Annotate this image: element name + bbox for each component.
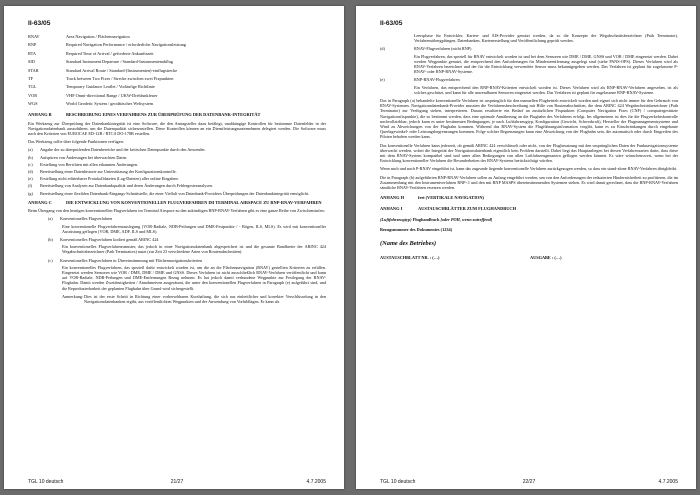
footer-date: 4.7.2005 bbox=[306, 479, 326, 485]
footer-page-number: 22/27 bbox=[522, 479, 536, 485]
item-title: RNAV-Flugverfahren (nicht RNP) bbox=[414, 46, 472, 52]
paragraph: Ein Werkzeug zur Überprüfung der Datenbankintegrität ist eine Software, die den Antragsteller dazu befähigt, unabhängige Kontrollen für bestimmte Datenfelder in der Navigationsdatenbank auszuführen, um die Datenqualität sicherzustellen. Diese Kontrollen können an ein Dienstleistungsunternehmen delegiert werden. Die Software muss nach den Kriterien von EUROCAE ED-12B / RTCA DO-178B erstellen. bbox=[28, 120, 326, 137]
item-label: (b) bbox=[28, 154, 33, 160]
abbreviation-value: Standard Arrival Route / Standard-(Instrumenten)-einflugstrecke bbox=[66, 67, 178, 73]
annex-h-heading bbox=[380, 195, 678, 200]
item-text: Erstellung nicht editierbarer Protokolldateien (Log-Dateien) aller online Eingaben. bbox=[40, 176, 179, 182]
item-text: Angabe der zu überprüfenden Datenbereiche und der kritischen Datenpunkte durch den Anwender. bbox=[40, 147, 206, 153]
document-reference-line bbox=[380, 227, 678, 232]
item-label: (b) bbox=[48, 236, 53, 242]
replacement-sheet-line bbox=[380, 255, 678, 260]
item-text: Erstellung von Berichten mit allen erkannten Änderungen. bbox=[40, 161, 139, 167]
abbreviation-key: WGS bbox=[28, 101, 38, 106]
note bbox=[62, 294, 326, 304]
abbreviation-key: STAR bbox=[28, 67, 39, 73]
abbreviation-key: TF bbox=[28, 75, 34, 81]
paragraph: Die in Paragraph (b) aufgeführten RNP-RNAV-Verfahren sollen zu Anfang eingeführt werden, um von den Anforderungen der reduzierten Hindernisfreiheit zu profitieren, die im Zusammenhang mit den Instrumentverfahren RNP<1 und den mit RNP MASPS übereinstimmenden Systemen stehen. Es wird damit gerechnet, dass die RNP-RNAV-Verfahren sämtliche RNAV-Verfahren ersetzen werden. bbox=[380, 174, 678, 191]
replacement-sheet-number: AUSTAUSCHBLATT NR. : (…) bbox=[380, 255, 440, 261]
item-label: (e) bbox=[380, 77, 385, 83]
abbreviation-value: Required Time of Arrival / geforderte Ankunftszeit bbox=[66, 50, 154, 56]
item-text: Aufspüren von Änderungen bei überwachten Daten. bbox=[40, 154, 128, 160]
abbreviation-list bbox=[28, 33, 326, 108]
annex-title: frei (VERTIKALE NAVIGATION) bbox=[418, 195, 484, 201]
footer-doc: TGL 10 deutsch bbox=[380, 479, 416, 485]
procedure-e-heading bbox=[380, 77, 678, 82]
abbreviation-key: RNP bbox=[28, 42, 37, 48]
annex-title: AUSTAUSCHBLÄTTER ZUM FLUGHANDBUCH bbox=[418, 206, 516, 212]
abbreviation-key: SID bbox=[28, 59, 35, 65]
abbreviation-value: World Geodetic System / geodätisches Weltsystem bbox=[66, 101, 154, 106]
footer-date: 4.7.2005 bbox=[658, 479, 678, 485]
footer-page-number: 21/27 bbox=[170, 479, 184, 485]
page-21 bbox=[4, 6, 344, 489]
function-list bbox=[28, 147, 326, 195]
procedure-a-heading bbox=[48, 216, 326, 221]
issue-label: AUSGABE : (…) bbox=[530, 255, 562, 261]
poh-note: [oder POH, wenn zutreffend] bbox=[440, 217, 493, 223]
abbreviation-row bbox=[28, 67, 326, 75]
abbreviation-row bbox=[28, 50, 326, 58]
paragraph: Beim Übergang von den heutigen konventionellen Flugverfahren im Terminal Airspace zu den zukünftigen RNP-RNAV-Verfahren gibt es eine ganze Reihe von Zwischenstufen: bbox=[28, 208, 325, 214]
page-header: II-63/05 bbox=[380, 20, 403, 27]
abbreviation-row bbox=[28, 41, 326, 49]
list-item bbox=[28, 162, 326, 167]
item-title: RNP-RNAV-Flugverfahren bbox=[414, 77, 460, 83]
abbreviation-value: Area Navigation / Flächennavigation bbox=[66, 34, 130, 39]
item-label: (c) bbox=[48, 257, 53, 263]
procedure-d-heading bbox=[380, 46, 678, 51]
note-text: Dies ist der erste Schritt in Richtung einer vorhersehbaren Kurshaltung, die sich aus einheitlicher und korrekter Verschlüsselung in den Navigationsdatenbanken ergibt, aus veröffentlichten Wegpunkten und der Anwendung von Vorbildlagen. Er kann als bbox=[84, 293, 326, 305]
annex-title: BESCHREIBUNG EINES VERFAHRENS ZUR ÜBERPRÜFUNG DER DATENBANK-INTEGRITÄT bbox=[66, 112, 261, 118]
list-item bbox=[28, 147, 326, 152]
procedure-b-heading bbox=[48, 237, 326, 242]
paragraph: Wenn nach und nach P-RNAV eingeführt ist, kann das zugrunde liegende konventionelle Verfahren zurückgezogen werden, so dass ein stand-alone RNAV-Verfahren übrigbleibt. bbox=[380, 166, 678, 172]
annex-number: ANHANG C bbox=[28, 199, 52, 205]
item-text: Bereitstellung von Analysen zur Datenbankqualität und deren Änderungen durch Fehlergesteranalysen. bbox=[40, 183, 213, 189]
item-label: (c) bbox=[28, 161, 33, 167]
paragraph: Leersphase für Entwickler, Karten- und AIS-Provider genutzt werden, da so die Konzepte der Wegabschnittsbezeichner (Path Terminator), Verfahrensübergpfüngen, Datenbanken, Kartenerstellung und Veröffentlichung geprüft werden. bbox=[414, 33, 678, 44]
annex-number: ANHANG I bbox=[380, 206, 403, 212]
item-title: Konventionelles Flugverfahren bbox=[60, 216, 113, 222]
item-label: (g) bbox=[28, 190, 33, 196]
abbreviation-value: Standard Instrument Departure / Standard-Instrumentenabflug bbox=[66, 59, 173, 65]
abbreviation-row bbox=[28, 100, 326, 108]
paragraph: Ein konventionelles Flugverfahren, das speziell dafür entwickelt worden ist, um die an die Flächennavigation (RNAV) gestellten Kriterien zu erfüllen. Eingesetzt werden Sensoren wie VOR / DME, DME / DME und GNSS. Dieses Verfahren ist nicht ausschließlich RNAV-Verfahren veröffentlicht und kann auf VOR-Radiale, NDB-Peilungen und DME-Entfernungen Bezug nehmen. Es hat jedoch damit verbundene Wegpunkte zur Festlegung der RNAV-Flugbahn. Damit werden Zweideutigkeiten / Annahmeiven ausgeräumt, die unter den konventionellen Flugverfahren in Paragraph (e) aufgeführt sind, und die Reproduzierbarkeit der geplanten Flugbahn über Grund wird sichergestellt. bbox=[62, 264, 326, 291]
flight-manual-label: Flughandbuch bbox=[412, 217, 440, 223]
paragraph: Ein Flugverfahren, das speziell für RNAV entwickelt worden ist und bei dem Sensoren wie DME / DME, GNSS und VOR / DME eingesetzt werden. Dabei werden Wegpunkte genutzt, die entsprechend den Anforderungen für Mindesteentfernung ausgelegt sind (siehe PANS-OPS). Dieses Verfahren wird als RNAV-Verfahren bezeichnet und der für die Entwicklung verwendete Sensor muss bekanntgegeben werden. Das Verfahren ist geplant für zugelassene P-RNAV- oder RNP-RNAV-Systeme. bbox=[414, 53, 678, 75]
operator-name: (Name des Betriebes) bbox=[380, 240, 437, 248]
abbreviation-key: RNAV bbox=[28, 34, 40, 39]
abbreviation-key: RTA bbox=[28, 50, 36, 56]
annex-number: ANHANG B bbox=[28, 112, 52, 118]
annex-number: ANHANG H bbox=[380, 195, 405, 201]
list-item bbox=[28, 169, 326, 174]
page-header: II-63/05 bbox=[28, 20, 51, 27]
annex-c-heading bbox=[28, 200, 326, 205]
abbreviation-key: VOR bbox=[28, 92, 38, 98]
item-label: (a) bbox=[28, 147, 33, 153]
list-item bbox=[28, 183, 326, 188]
item-label: (a) bbox=[48, 216, 53, 222]
list-item bbox=[28, 155, 326, 160]
footer-doc: TGL 10 deutsch bbox=[28, 479, 64, 485]
page-footer bbox=[380, 479, 678, 485]
page-footer bbox=[28, 479, 326, 485]
item-label: (e) bbox=[28, 176, 33, 182]
paragraph: Das Werkzeug sollte über folgende Funktionen verfügen: bbox=[28, 139, 124, 145]
item-title: Konventionelles Flugverfahren kodiert gemäß ARINC 424 bbox=[60, 236, 159, 242]
abbreviation-value: Temporary Guidance Leaflet / Vorläufige Richtlinie bbox=[66, 84, 155, 90]
flight-manual-line bbox=[380, 217, 678, 222]
list-item bbox=[28, 191, 326, 196]
page-22 bbox=[356, 6, 696, 489]
paragraph: Ein konventionelles Flugverfahrensmuster, das jedoch in einer Navigationsdatenbank abgespeichert ist und die gesamte Bandbreite der ARINC 424 Wegabschnittsbezeichner (Path Terminators) nutzt (zur Zeit 23 verschiedene Arten von Routenabschnitten). bbox=[62, 244, 326, 255]
document-reference: Bezugsnummer des Dokumentes (1234) bbox=[380, 227, 453, 233]
list-item bbox=[28, 176, 326, 181]
abbreviation-row bbox=[28, 58, 326, 66]
paragraph: Das in Paragraph (a) behandelte konventionelle Verfahren ist ursprünglich für den manuellen Flugbetrieb entwickelt worden und eignet sich nicht immer für den Gebrauch von RNAV-Systemen. Navigationsdatenbank-Provider mussten die Verfahrensbeschreibung mit Hilfe von Routenabschnitten, die dem ARINC 424 Wegabschnittsbezeichner (Path Terminator) zur Verfügung stehen, interpretieren. Daraus resultierte ein Bedarf an zusätzlichen Fixpunkten (Computer Navigation Fixes (CNF) / computergestützte Navigationsfixpunkte), die so bestimmt werden, dass eine optimale Annäherung an die Flugbahn des Verfahrens erfolgt. Im allgemeinen ist dies für die Flugverkehrskontrolle nachvollziehbar, jedoch kann es unter bestimmten Bedingungen, je nach Luftfahrzeugtyp, Konfiguration (Gewicht, Schwerkraft), Hersteller der Flugmanagementsysteme und Wind zu Abweichungen von der Flugbahn kommen. Während das RNAV-System die Flugführungsinformation vorgibt, kann es zu Einschränkungen durch eingebaute Querlagewinkel- oder Leistungsbegrenzungen kommen. Folge solcher Begrenzungen kann eine Abweichung von der Flugbahn sein, die automatisch oder durch Eingreifen des Piloten behoben werden kann. bbox=[380, 98, 678, 140]
abbreviation-value: VHF Omni-directional Range / UKW-Drehfunkfeuer bbox=[66, 92, 158, 98]
abbreviation-row bbox=[28, 83, 326, 91]
item-label: (d) bbox=[28, 169, 33, 175]
item-title: Konventionelles Flugverfahren in Übereinstimmung mit Flächennavigationskriterien bbox=[60, 257, 203, 263]
paragraph: Ein Verfahren, das entsprechend den RNP-RNAV-Kriterien entwickelt worden ist. Dieses Verfahren wird als RNP-RNAV-Verfahren angesehen, ist als solches geschützt, und kann für alle anwendbaren Sensoren eingesetzt werden. Das Verfahren ist geplant für zugelassene RNP-RNAV-Systeme. bbox=[414, 84, 678, 95]
annex-title: DIE ENTWICKLUNG VON KONVENTIONELLEN FLUGVERFAHREN IM TERMINAL AIRSPACE ZU RNP-RNAV-VERFAHREN bbox=[66, 199, 322, 205]
abbreviation-key: TGL bbox=[28, 84, 37, 90]
item-text: Bereitstellung einer Datenhistorie zur Unterstützung der Konfigurationskontrolle. bbox=[40, 169, 177, 175]
paragraph: Eine konventionelle Flugverfahrensauslegung (VOR-Radiale, NDB-Peilungen und DME-Festpunkte / - Bögen, ILS, MLS). Es wird mit konventioneller Ausrüstung geflogen (VOR, DME, ADF, ILS und MLS). bbox=[62, 223, 326, 234]
abbreviation-value: Track between Two Fixes / Strecke zwischen zwei Fixpunkten bbox=[66, 75, 174, 81]
abbreviation-row bbox=[28, 92, 326, 100]
note-label: Anmerkung: bbox=[62, 293, 84, 299]
abbreviation-row bbox=[28, 33, 326, 41]
annex-i-heading bbox=[380, 206, 678, 211]
item-label: (d) bbox=[380, 46, 385, 52]
aircraft-type: (Luftfahrzeugtyp) bbox=[380, 217, 412, 223]
paragraph: Das konventionelle Verfahren kann jederzeit, ob gemäß ARINC 424 verschlüsselt oder nicht, von der Flugbesatzung mit den ursprünglichen Daten der Funknavigationssysteme überwacht werden, wobei die Integrität der Navigationsdatenbank eigentlich kein Problem darstellt. Dabei liegt das Hauptanliegen bei diesen Verfahrensarten darin, dass diese mit dem RNAV-System kompatibel sind und unter allen Bedingungen von allen Luftfahrzeugmustern geflogen werden können. Es wäre wünschenswert, wenn bei der Entwicklung konventioneller Verfahren die Besonderheiten des RNAV-Systems berücksichtigt würden. bbox=[380, 142, 678, 164]
abbreviation-row bbox=[28, 75, 326, 83]
annex-b-heading bbox=[28, 112, 326, 117]
item-text: Bereitstellung einer flexiblen Datenbank-Eingangs-Schnittstelle, die einer Vielfalt von Datenbank-Providern Überprüfungen der Datenbankintegrität ermöglicht. bbox=[40, 190, 310, 196]
item-label: (f) bbox=[28, 183, 33, 189]
abbreviation-value: Required Navigation Performance / erforderliche Navigationsleistung bbox=[66, 42, 186, 48]
procedure-c-heading bbox=[48, 258, 326, 263]
